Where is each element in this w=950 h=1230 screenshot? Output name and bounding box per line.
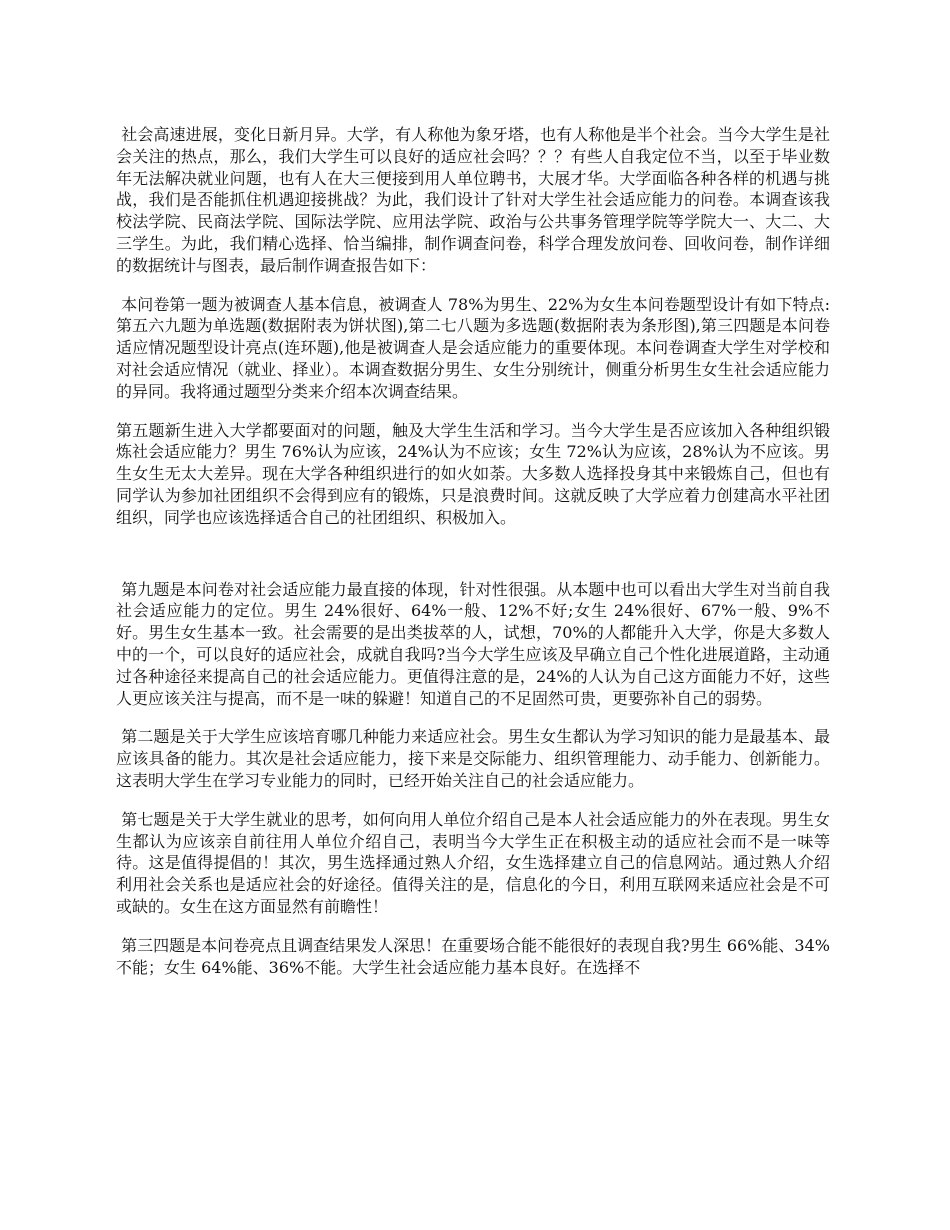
paragraph-question-five: 第五题新生进入大学都要面对的问题，触及大学生生活和学习。当今大学生是否应该加入各种组织锻炼社会适应能力？男生 76%认为应该，24%认为不应该；女生 72%认为应该，28%认为不应该。男生女生无太大差异。现在大学各种组织进行的如火如荼。大多数人选择投身其中来锻炼自己，但也有同学认为参加社团组织不会得到应有的锻炼，只是浪费时间。这就反映了大学应着力创建高水平社团组织，同学也应该选择适合自己的社团组织、积极加入。 bbox=[116, 420, 830, 527]
paragraph-spacer bbox=[116, 918, 830, 935]
paragraph-spacer bbox=[116, 277, 830, 294]
paragraph-spacer bbox=[116, 792, 830, 809]
paragraph-question-nine: 第九题是本问卷对社会适应能力最直接的体现，针对性很强。从本题中也可以看出大学生对当前自我社会适应能力的定位。男生 24%很好、64%一般、12%不好;女生 24%很好、67%一般、9%不好。男生女生基本一致。社会需要的是出类拔萃的人，试想，70%的人都能升入大学，你是大多数人中的一个，可以良好的适应社会，成就自我吗?当今大学生应该及早确立自己个性化进展道路，主动通过各种途径来提高自己的社会适应能力。更值得注意的是，24%的人认为自己这方面能力不好，这些人更应该关注与提高，而不是一味的躲避！知道自己的不足固然可贵，更要弥补自己的弱势。 bbox=[116, 579, 830, 708]
paragraph-spacer bbox=[116, 403, 830, 420]
paragraph-spacer bbox=[116, 529, 830, 579]
paragraph-intro: 社会高速进展，变化日新月异。大学，有人称他为象牙塔，也有人称他是半个社会。当今大学生是社会关注的热点，那么，我们大学生可以良好的适应社会吗？？？有些人自我定位不当，以至于毕业数年无法解决就业问题，也有人在大三便接到用人单位聘书，大展才华。大学面临各种各样的机遇与挑战，我们是否能抓住机遇迎接挑战？为此，我们设计了针对大学生社会适应能力的问卷。本调查该我校法学院、民商法学院、国际法学院、应用法学院、政治与公共事务管理学院等学院大一、大二、大三学生。为此，我们精心选择、恰当编排，制作调查问卷，科学合理发放问卷、回收问卷，制作详细的数据统计与图表，最后制作调查报告如下： bbox=[116, 125, 830, 275]
paragraph-question-seven: 第七题是关于大学生就业的思考，如何向用人单位介绍自己是本人社会适应能力的外在表现。男生女生都认为应该亲自前往用人单位介绍自己，表明当今大学生正在积极主动的适应社会而不是一味等待。这是值得提倡的！其次，男生选择通过熟人介绍，女生选择建立自己的信息网站。通过熟人介绍利用社会关系也是适应社会的好途径。值得关注的是，信息化的今日，利用互联网来适应社会是不可或缺的。女生在这方面显然有前瞻性！ bbox=[116, 809, 830, 916]
paragraph-spacer bbox=[116, 709, 830, 726]
paragraph-question-two: 第二题是关于大学生应该培育哪几种能力来适应社会。男生女生都认为学习知识的能力是最基本、最应该具备的能力。其次是社会适应能力，接下来是交际能力、组织管理能力、动手能力、创新能力。这表明大学生在学习专业能力的同时，已经开始关注自己的社会适应能力。 bbox=[116, 727, 830, 790]
paragraph-question-one: 本问卷第一题为被调查人基本信息，被调查人 78%为男生、22%为女生本问卷题型设计有如下特点:第五六九题为单选题(数据附表为饼状图),第二七八题为多选题(数据附表为条形图),第三四题是本问卷适应情况题型设计亮点(连环题),他是被调查人是会适应能力的重要体现。本问卷调查大学生对学校和对社会适应情况（就业、择业）。本调查数据分男生、女生分别统计，侧重分析男生女生社会适应能力的异同。我将通过题型分类来介绍本次调查结果。 bbox=[116, 294, 830, 401]
paragraph-question-three-four: 第三四题是本问卷亮点且调查结果发人深思！在重要场合能不能很好的表现自我?男生 66%能、34%不能；女生 64%能、36%不能。大学生社会适应能力基本良好。在选择不 bbox=[116, 935, 830, 977]
